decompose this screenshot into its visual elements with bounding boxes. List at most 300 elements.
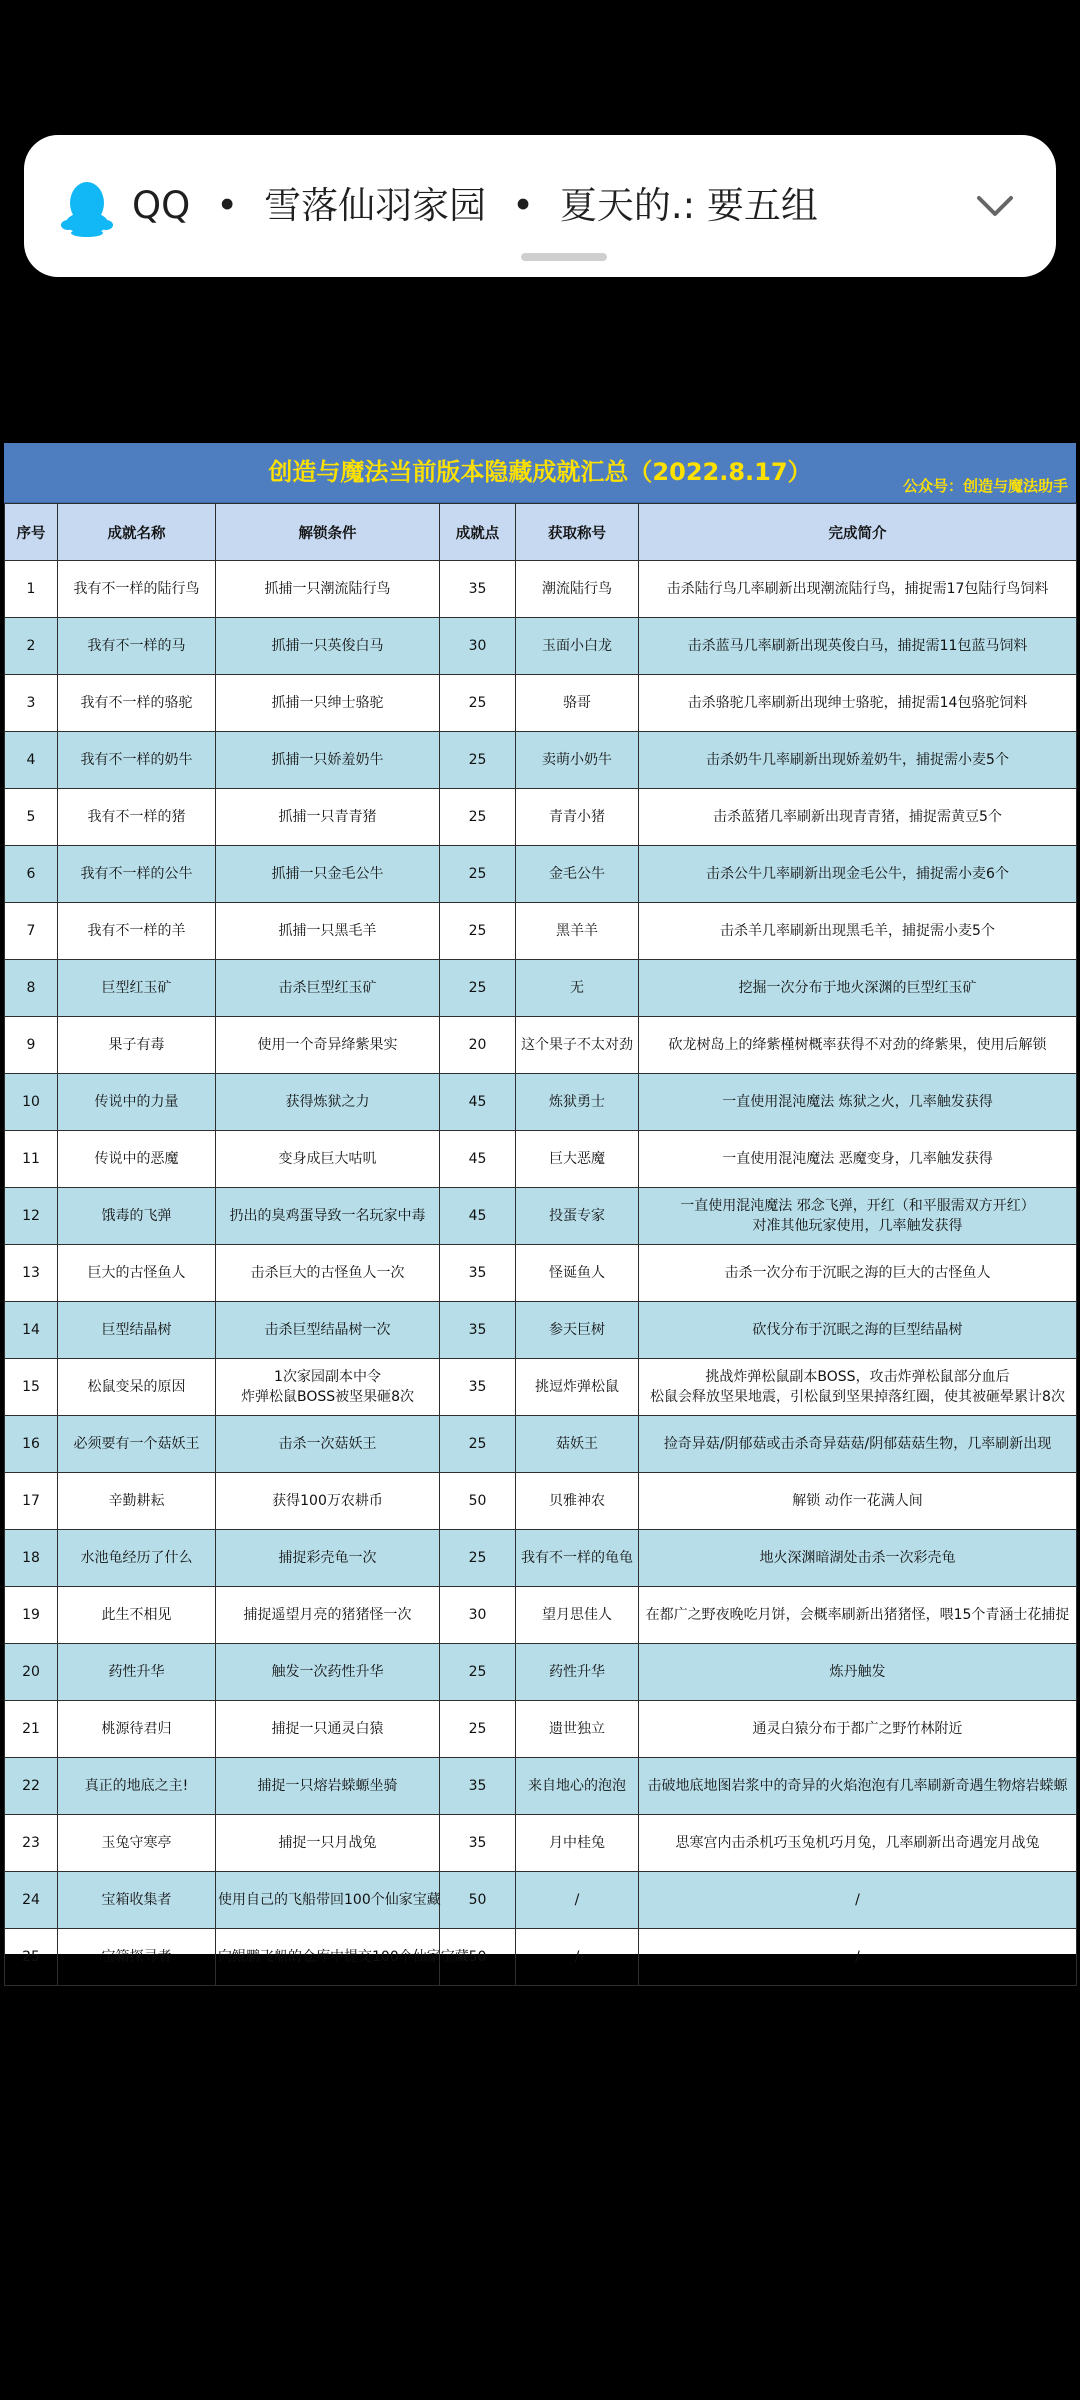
cell-name-text: 我有不一样的陆行鸟 — [73, 581, 200, 597]
cell-points-text: 25 — [468, 923, 487, 939]
cell-title — [516, 1188, 639, 1245]
cell-description — [639, 1245, 1077, 1302]
cell-no-text: 4 — [26, 752, 36, 768]
cell-description-text: 击破地底地图岩浆中的奇异的火焰泡泡有几率刷新奇遇生物熔岩蝾螈 — [647, 1778, 1068, 1794]
cell-points-text: 45 — [468, 1094, 487, 1110]
cell-points-text: 35 — [468, 1265, 487, 1281]
cell-no-text: 22 — [22, 1778, 40, 1794]
cell-name — [58, 1701, 216, 1758]
cell-title — [516, 1131, 639, 1188]
cell-name — [58, 732, 216, 789]
cell-condition-text: 抓捕一只潮流陆行鸟 — [264, 581, 391, 597]
cell-title-text: 骆哥 — [563, 695, 591, 711]
cell-description-text: / — [855, 1949, 860, 1965]
cell-name — [58, 1188, 216, 1245]
cell-title-text: / — [574, 1949, 580, 1965]
cell-description — [639, 903, 1077, 960]
cell-description-text: 砍龙树岛上的绛紫槿树概率获得不对劲的绛紫果，使用后解锁 — [668, 1037, 1047, 1053]
cell-no — [5, 1188, 58, 1245]
cell-no-text: 23 — [22, 1835, 40, 1851]
cell-condition — [216, 561, 440, 618]
cell-description-text: 通灵白猿分布于都广之野竹林附近 — [752, 1721, 963, 1737]
cell-no — [5, 1302, 58, 1359]
cell-description-text: 击杀蓝猪几率刷新出现青青猪，捕捉需黄豆5个 — [713, 809, 1002, 825]
cell-title — [516, 789, 639, 846]
separator: • — [216, 184, 239, 227]
cell-name-text: 我有不一样的马 — [87, 638, 186, 654]
table-row — [5, 1131, 1077, 1188]
table-row — [5, 1758, 1077, 1815]
cell-description-text: 击杀骆驼几率刷新出现绅士骆驼，捕捉需14包骆驼饲料 — [687, 695, 1028, 711]
cell-no — [5, 561, 58, 618]
cell-no-text: 13 — [22, 1265, 40, 1281]
cell-title-text: 黑羊羊 — [556, 923, 598, 939]
cell-no — [5, 1644, 58, 1701]
cell-condition — [216, 1416, 440, 1473]
table-row — [5, 732, 1077, 789]
cell-title-text: 望月思佳人 — [542, 1607, 612, 1623]
cell-condition — [216, 1587, 440, 1644]
cell-no-text: 15 — [22, 1379, 40, 1395]
cell-no — [5, 1701, 58, 1758]
cell-title-text: 菇妖王 — [556, 1436, 598, 1452]
notification-text — [132, 135, 818, 277]
header-condition: 解锁条件 — [216, 504, 440, 561]
cell-condition — [216, 1017, 440, 1074]
cell-description-text: 挑战炸弹松鼠副本BOSS，攻击炸弹松鼠部分血后 — [705, 1369, 1010, 1385]
cell-description-text: 击杀奶牛几率刷新出现娇羞奶牛，捕捉需小麦5个 — [706, 752, 1009, 768]
table-row — [5, 1929, 1077, 1986]
cell-no-text: 20 — [22, 1664, 40, 1680]
cell-no-text: 21 — [22, 1721, 40, 1737]
cell-name — [58, 903, 216, 960]
cell-no — [5, 1530, 58, 1587]
cell-description-text: 松鼠会释放坚果地震，引松鼠到坚果掉落红圈，使其被砸晕累计8次 — [650, 1389, 1065, 1405]
cell-points — [440, 903, 516, 960]
cell-name — [58, 1416, 216, 1473]
cell-points — [440, 561, 516, 618]
cell-description-text: 击杀陆行鸟几率刷新出现潮流陆行鸟，捕捉需17包陆行鸟饲料 — [666, 581, 1049, 597]
cell-condition — [216, 1815, 440, 1872]
cell-points — [440, 1302, 516, 1359]
cell-points-text: 25 — [468, 1721, 487, 1737]
cell-description-text: 思寒宫内击杀机巧玉兔机巧月兔，几率刷新出奇遇宠月战兔 — [675, 1835, 1040, 1851]
cell-title-text: 挑逗炸弹松鼠 — [535, 1379, 619, 1395]
cell-name — [58, 1074, 216, 1131]
cell-name-text: 传说中的恶魔 — [94, 1151, 179, 1167]
cell-title — [516, 1074, 639, 1131]
cell-title-text: 遗世独立 — [549, 1721, 605, 1737]
cell-no-text: 25 — [22, 1949, 40, 1965]
cell-title-text: 卖萌小奶牛 — [542, 752, 612, 768]
cell-no — [5, 1587, 58, 1644]
cell-description — [639, 846, 1077, 903]
cell-name — [58, 1359, 216, 1416]
cell-description-text: 解锁 动作一花满人间 — [792, 1493, 923, 1509]
cell-description — [639, 1131, 1077, 1188]
cell-description — [639, 1758, 1077, 1815]
cell-condition — [216, 846, 440, 903]
cell-points-text: 25 — [468, 1550, 487, 1566]
cell-points — [440, 1416, 516, 1473]
cell-title — [516, 675, 639, 732]
cell-name — [58, 1872, 216, 1929]
cell-title-text: 来自地心的泡泡 — [528, 1778, 626, 1794]
cell-points-text: 25 — [468, 1436, 487, 1452]
table-row — [5, 1473, 1077, 1530]
cell-points-text: 50 — [468, 1892, 487, 1908]
cell-title — [516, 561, 639, 618]
cell-points — [440, 1758, 516, 1815]
cell-no — [5, 1245, 58, 1302]
cell-title-text: 药性升华 — [549, 1664, 605, 1680]
cell-description — [639, 1929, 1077, 1986]
cell-no-text: 8 — [26, 980, 36, 996]
cell-title — [516, 903, 639, 960]
cell-no-text: 1 — [26, 581, 36, 597]
cell-name — [58, 1587, 216, 1644]
cell-points — [440, 846, 516, 903]
header-title: 获取称号 — [516, 504, 639, 561]
chevron-down-icon[interactable] — [970, 181, 1020, 231]
cell-points-text: 35 — [468, 1379, 487, 1395]
cell-points — [440, 1644, 516, 1701]
notification-message: 夏天的.: 要五组 — [559, 184, 818, 227]
notification-app: QQ — [132, 184, 191, 227]
cell-points-text: 25 — [468, 1664, 487, 1680]
cell-name — [58, 960, 216, 1017]
cell-no — [5, 1017, 58, 1074]
cell-no — [5, 1473, 58, 1530]
cell-points — [440, 1131, 516, 1188]
cell-name — [58, 1131, 216, 1188]
cell-description — [639, 618, 1077, 675]
cell-title — [516, 1473, 639, 1530]
cell-title — [516, 1416, 639, 1473]
sheet-title-row — [4, 443, 1076, 503]
cell-name-text: 我有不一样的羊 — [87, 923, 186, 939]
cell-condition — [216, 789, 440, 846]
table-row — [5, 1359, 1077, 1416]
cell-condition-text: 抓捕一只绅士骆驼 — [271, 695, 384, 711]
cell-description — [639, 1473, 1077, 1530]
cell-points-text: 35 — [468, 1778, 487, 1794]
cell-condition — [216, 1473, 440, 1530]
cell-description — [639, 1815, 1077, 1872]
cell-description — [639, 1074, 1077, 1131]
cell-title — [516, 1587, 639, 1644]
cell-no — [5, 789, 58, 846]
cell-no — [5, 1074, 58, 1131]
cell-condition — [216, 1131, 440, 1188]
cell-no — [5, 1872, 58, 1929]
cell-name — [58, 1815, 216, 1872]
cell-no-text: 7 — [26, 923, 36, 939]
cell-condition — [216, 1644, 440, 1701]
table-row — [5, 1074, 1077, 1131]
cell-condition-text: 扔出的臭鸡蛋导致一名玩家中毒 — [229, 1208, 426, 1224]
cell-points — [440, 1245, 516, 1302]
cell-description — [639, 1416, 1077, 1473]
cell-name-text: 必须要有一个菇妖王 — [73, 1436, 200, 1452]
cell-description — [639, 1701, 1077, 1758]
qq-penguin-icon — [60, 179, 114, 237]
cell-description — [639, 1587, 1077, 1644]
cell-condition — [216, 960, 440, 1017]
cell-name-text: 此生不相见 — [101, 1607, 172, 1623]
cell-points-text: 45 — [468, 1208, 487, 1224]
cell-condition-text: 击杀巨型结晶树一次 — [264, 1322, 391, 1338]
table-row — [5, 1644, 1077, 1701]
cell-name — [58, 1302, 216, 1359]
table-row — [5, 618, 1077, 675]
cell-points-text: 35 — [468, 581, 487, 597]
cell-title-text: 无 — [570, 980, 584, 996]
cell-description — [639, 1644, 1077, 1701]
cell-name-text: 巨型红玉矿 — [101, 980, 172, 996]
cell-points-text: 45 — [468, 1151, 487, 1167]
cell-description — [639, 960, 1077, 1017]
cell-condition — [216, 1074, 440, 1131]
table-row — [5, 1815, 1077, 1872]
cell-no — [5, 732, 58, 789]
cell-no-text: 12 — [22, 1208, 40, 1224]
table-header-row — [5, 504, 1077, 561]
cell-name — [58, 789, 216, 846]
cell-points — [440, 1359, 516, 1416]
achievement-table — [4, 503, 1077, 1986]
cell-description-text: / — [855, 1892, 860, 1908]
cell-no — [5, 1929, 58, 1986]
cell-description-text: 一直使用混沌魔法 邪念飞弹，开红（和平服需双方开红） — [680, 1198, 1035, 1214]
cell-condition-text: 抓捕一只金毛公牛 — [271, 866, 384, 882]
cell-name-text: 我有不一样的骆驼 — [80, 695, 193, 711]
table-row — [5, 789, 1077, 846]
cell-no-text: 6 — [26, 866, 36, 882]
cell-name — [58, 1245, 216, 1302]
table-row — [5, 846, 1077, 903]
cell-description-text: 捡奇异菇/阴郁菇或击杀奇异菇菇/阴郁菇菇生物，几率刷新出现 — [663, 1436, 1052, 1452]
cell-condition-text: 变身成巨大咕叽 — [278, 1151, 377, 1167]
cell-description — [639, 789, 1077, 846]
cell-title — [516, 1245, 639, 1302]
table-row — [5, 1416, 1077, 1473]
cell-name-text: 水池龟经历了什么 — [80, 1550, 193, 1566]
cell-name — [58, 675, 216, 732]
cell-name-text: 巨型结晶树 — [101, 1322, 172, 1338]
cell-condition-text: 击杀巨型红玉矿 — [278, 980, 377, 996]
cell-no — [5, 1359, 58, 1416]
cell-condition — [216, 675, 440, 732]
cell-condition-text: 捕捉一只熔岩蝾螈坐骑 — [257, 1778, 398, 1794]
cell-description-text: 击杀一次分布于沉眠之海的巨大的古怪鱼人 — [724, 1265, 991, 1281]
table-row — [5, 1017, 1077, 1074]
cell-condition — [216, 618, 440, 675]
cell-title-text: 青青小猪 — [549, 809, 605, 825]
notification-banner[interactable] — [24, 135, 1056, 277]
cell-description — [639, 1530, 1077, 1587]
cell-condition — [216, 1359, 440, 1416]
cell-points — [440, 1473, 516, 1530]
table-row — [5, 960, 1077, 1017]
cell-title-text: 这个果子不太对劲 — [521, 1037, 633, 1053]
cell-name — [58, 846, 216, 903]
cell-description — [639, 1872, 1077, 1929]
cell-title-text: 投蛋专家 — [549, 1208, 605, 1224]
cell-title-text: 我有不一样的龟龟 — [521, 1550, 633, 1566]
cell-condition-text: 获得100万农耕币 — [272, 1493, 383, 1509]
cell-name — [58, 1473, 216, 1530]
header-points: 成就点 — [440, 504, 516, 561]
cell-points — [440, 1872, 516, 1929]
cell-no — [5, 846, 58, 903]
cell-condition-text: 向鲲鹏飞船的仓库中提交100个仙家宝藏 — [218, 1949, 469, 1965]
cell-name — [58, 1758, 216, 1815]
cell-no-text: 16 — [22, 1436, 40, 1452]
cell-name-text: 果子有毒 — [108, 1037, 165, 1053]
cell-condition — [216, 1872, 440, 1929]
cell-title-text: 巨大恶魔 — [549, 1151, 605, 1167]
separator: • — [512, 184, 534, 227]
cell-points — [440, 732, 516, 789]
cell-name-text: 传说中的力量 — [94, 1094, 179, 1110]
cell-name-text: 我有不一样的公牛 — [80, 866, 193, 882]
cell-name — [58, 1929, 216, 1986]
cell-points-text: 25 — [468, 980, 487, 996]
achievement-sheet — [4, 443, 1076, 1965]
sheet-subtitle: 公众号：创造与魔法助手 — [902, 477, 1068, 495]
notification-group: 雪落仙羽家园 — [264, 184, 487, 227]
cell-title-text: / — [574, 1892, 580, 1908]
cell-name-text: 松鼠变呆的原因 — [87, 1379, 186, 1395]
cell-points — [440, 1587, 516, 1644]
cell-condition-text: 使用自己的飞船带回100个仙家宝藏 — [218, 1892, 441, 1908]
cell-points — [440, 1017, 516, 1074]
cell-description-text: 砍伐分布于沉眠之海的巨型结晶树 — [752, 1322, 963, 1338]
cell-points — [440, 675, 516, 732]
cell-title — [516, 618, 639, 675]
cell-condition-text: 抓捕一只娇羞奶牛 — [271, 752, 384, 768]
cell-condition — [216, 1302, 440, 1359]
cell-description-text: 一直使用混沌魔法 恶魔变身，几率触发获得 — [722, 1151, 993, 1167]
cell-name-text: 宝箱收集者 — [101, 1892, 172, 1908]
cell-title-text: 参天巨树 — [549, 1322, 605, 1338]
cell-title — [516, 1644, 639, 1701]
table-row — [5, 561, 1077, 618]
cell-name — [58, 1017, 216, 1074]
cell-condition — [216, 903, 440, 960]
cell-title — [516, 1017, 639, 1074]
cell-title-text: 怪诞鱼人 — [549, 1265, 605, 1281]
cell-condition — [216, 1758, 440, 1815]
table-row — [5, 1701, 1077, 1758]
cell-condition — [216, 1929, 469, 1986]
cell-no-text: 5 — [26, 809, 36, 825]
cell-title-text: 炼狱勇士 — [549, 1094, 605, 1110]
cell-description-text: 挖掘一次分布于地火深渊的巨型红玉矿 — [738, 980, 977, 996]
cell-no-text: 14 — [22, 1322, 40, 1338]
cell-no-text: 18 — [22, 1550, 40, 1566]
cell-title — [516, 960, 639, 1017]
table-row — [5, 1245, 1077, 1302]
cell-points-text: 35 — [468, 1835, 487, 1851]
cell-title — [516, 1815, 639, 1872]
table-row — [5, 1530, 1077, 1587]
cell-points-text: 30 — [468, 638, 487, 654]
cell-title — [516, 732, 639, 789]
cell-description — [639, 1188, 1077, 1245]
cell-points-text: 25 — [468, 809, 487, 825]
cell-no-text: 17 — [22, 1493, 40, 1509]
cell-condition — [216, 1188, 440, 1245]
cell-points — [440, 1530, 516, 1587]
cell-no-text: 2 — [26, 638, 36, 654]
cell-description — [639, 1302, 1077, 1359]
cell-points — [440, 618, 516, 675]
cell-description — [639, 675, 1077, 732]
cell-name-text: 宝箱探寻者 — [101, 1949, 172, 1965]
cell-name-text: 辛勤耕耘 — [108, 1493, 165, 1509]
table-row — [5, 903, 1077, 960]
cell-description-text: 击杀公牛几率刷新出现金毛公牛，捕捉需小麦6个 — [706, 866, 1009, 882]
cell-name-text: 桃源待君归 — [101, 1721, 172, 1737]
cell-condition — [216, 1701, 440, 1758]
cell-name-text: 我有不一样的猪 — [87, 809, 186, 825]
cell-title — [516, 1758, 639, 1815]
cell-points-text: 35 — [468, 1322, 487, 1338]
cell-points — [440, 1188, 516, 1245]
cell-points-text: 50 — [468, 1949, 487, 1965]
cell-name-text: 巨大的古怪鱼人 — [87, 1265, 186, 1281]
cell-description-text: 地火深渊暗湖处击杀一次彩壳龟 — [759, 1550, 956, 1566]
cell-name — [58, 1644, 216, 1701]
cell-title-text: 金毛公牛 — [549, 866, 605, 882]
cell-condition-text: 捕捉彩壳龟一次 — [278, 1550, 377, 1566]
cell-name-text: 饿毒的飞弹 — [101, 1208, 172, 1224]
header-description: 完成简介 — [639, 504, 1077, 561]
cell-description-text: 一直使用混沌魔法 炼狱之火，几率触发获得 — [722, 1094, 993, 1110]
cell-name — [58, 618, 216, 675]
table-body — [5, 561, 1077, 1986]
cell-points-text: 25 — [468, 752, 487, 768]
cell-condition-text: 抓捕一只黑毛羊 — [278, 923, 377, 939]
table-row — [5, 675, 1077, 732]
cell-no — [5, 1131, 58, 1188]
cell-description-text: 击杀羊几率刷新出现黑毛羊，捕捉需小麦5个 — [720, 923, 995, 939]
cell-points-text: 50 — [468, 1493, 487, 1509]
table-row — [5, 1302, 1077, 1359]
header-name: 成就名称 — [58, 504, 216, 561]
cell-condition — [216, 1245, 440, 1302]
cell-condition-text: 击杀巨大的古怪鱼人一次 — [250, 1265, 405, 1281]
cell-points — [440, 1074, 516, 1131]
cell-condition-text: 捕捉一只月战兔 — [278, 1835, 377, 1851]
cell-no — [5, 675, 58, 732]
cell-no — [5, 1416, 58, 1473]
cell-no-text: 9 — [26, 1037, 36, 1053]
cell-title — [516, 1359, 639, 1416]
cell-title — [516, 1530, 639, 1587]
cell-points — [440, 789, 516, 846]
cell-condition — [216, 732, 440, 789]
cell-title-text: 玉面小白龙 — [542, 638, 612, 654]
cell-condition-text: 1次家园副本中令 — [274, 1369, 381, 1385]
cell-points — [440, 1701, 516, 1758]
cell-title-text: 贝雅神农 — [549, 1493, 605, 1509]
cell-condition-text: 捕捉一只通灵白猿 — [271, 1721, 384, 1737]
cell-title-text: 月中桂兔 — [549, 1835, 605, 1851]
cell-title-text: 潮流陆行鸟 — [542, 581, 612, 597]
